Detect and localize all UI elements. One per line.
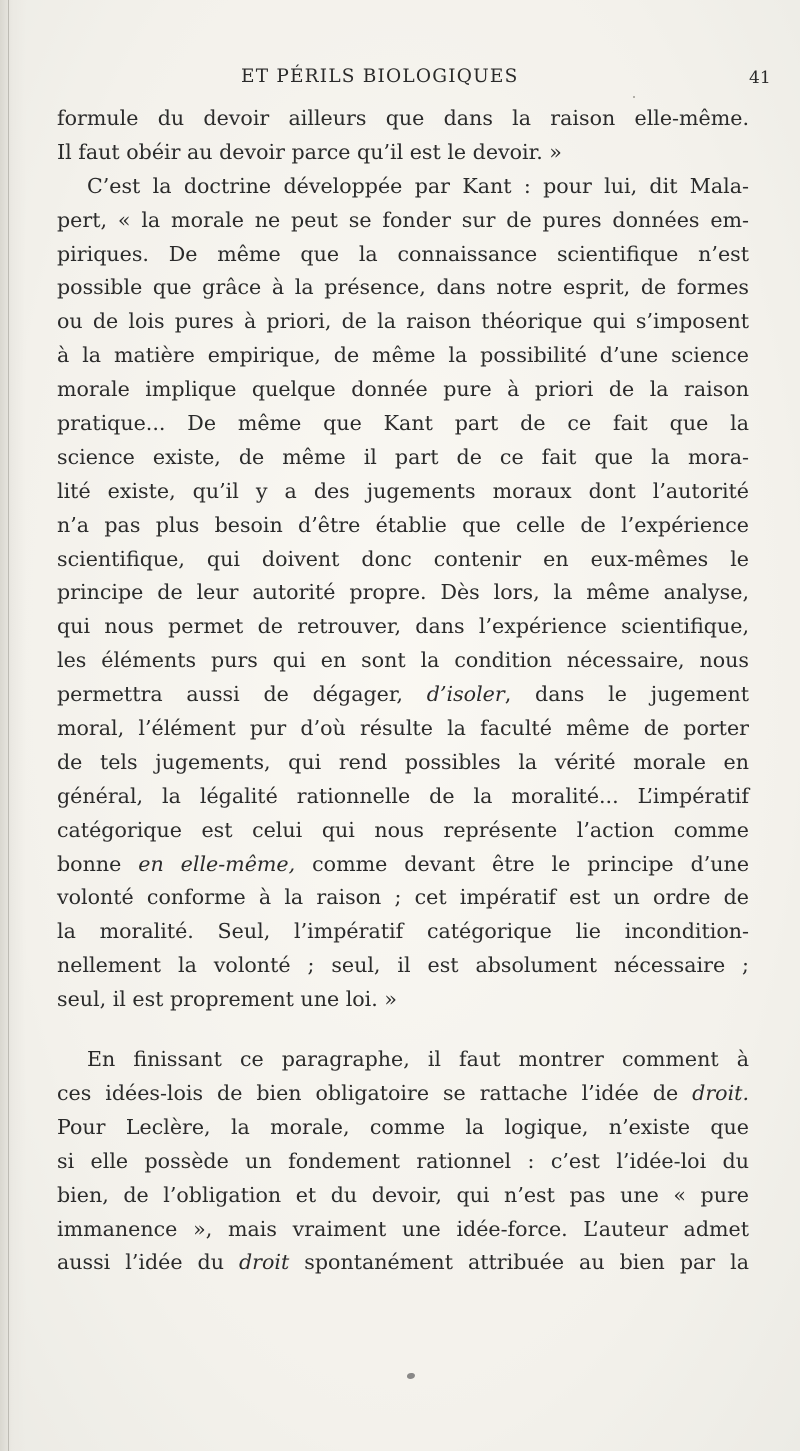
text-line: Il faut obéir au devoir parce qu’il est le devoir. »	[57, 139, 562, 164]
text-line: ou de lois pures à priori, de la raison théorique qui s’imposent	[57, 309, 749, 334]
text-line: moral, l’élément pur d’où résulte la faculté même de porter	[57, 716, 749, 741]
text-line: n’a pas plus besoin d’être établie que celle de l’expérience	[57, 512, 749, 537]
text-line: de tels jugements, qui rend possibles la vérité morale en	[57, 749, 749, 774]
text-segment: , dans le jugement	[504, 682, 749, 707]
running-title: ET PÉRILS BIOLOGIQUES	[241, 66, 519, 87]
text-line: C’est la doctrine développée par Kant : pour lui, dit Mala-	[87, 173, 749, 198]
text-line: pratique... De même que Kant part de ce fait que la	[57, 411, 749, 436]
italic-text: d’isoler	[426, 682, 505, 707]
text-line: formule du devoir ailleurs que dans la raison elle-même.	[57, 106, 749, 130]
text-line: si elle possède un fondement rationnel : c’est l’idée-loi du	[57, 1148, 749, 1173]
text-line: bien, de l’obligation et du devoir, qui n’est pas une « pure	[57, 1182, 749, 1207]
paragraph-gap	[57, 1017, 749, 1043]
text-line	[57, 1077, 749, 1111]
italic-text: en elle-même,	[138, 851, 296, 876]
text-line: volonté conforme à la raison ; cet impératif est un ordre de	[57, 885, 749, 910]
body-text	[57, 102, 749, 1280]
text-line: science existe, de même il part de ce fait que la mora-	[57, 444, 749, 469]
text-line: principe de leur autorité propre. Dès lors, la même analyse,	[57, 580, 749, 605]
text-line: pert, « la morale ne peut se fonder sur de pures données em-	[57, 207, 749, 232]
italic-text: droit.	[692, 1080, 749, 1105]
text-line: à la matière empirique, de même la possibilité d’une science	[57, 343, 749, 368]
text-segment: spontanément attribuée au bien par la	[289, 1250, 749, 1275]
text-line: Pour Leclère, la morale, comme la logique, n’existe que	[57, 1114, 749, 1139]
text-line	[57, 1246, 749, 1280]
text-line: lité existe, qu’il y a des jugements moraux dont l’autorité	[57, 478, 749, 503]
italic-text: droit	[239, 1250, 290, 1275]
text-line: scientifique, qui doivent donc contenir en eux-mêmes le	[57, 546, 749, 571]
ink-speck	[633, 96, 635, 98]
text-line	[57, 848, 749, 882]
text-segment: bonne	[57, 851, 139, 876]
page-edge-line	[8, 0, 9, 1451]
text-segment: aussi l’idée du	[57, 1250, 239, 1275]
text-line: général, la légalité rationnelle de la moralité... L’impératif	[57, 783, 749, 808]
text-line: En finissant ce paragraphe, il faut montrer comment à	[87, 1047, 749, 1072]
page-number: 41	[749, 68, 771, 88]
ink-blot	[407, 1373, 415, 1379]
text-segment: comme devant être le principe d’une	[295, 851, 750, 876]
text-line: seul, il est proprement une loi. »	[57, 987, 397, 1012]
text-line: qui nous permet de retrouver, dans l’expérience scientifique,	[57, 614, 749, 639]
text-line: la moralité. Seul, l’impératif catégorique lie incondition-	[57, 919, 749, 944]
text-segment: permettra aussi de dégager,	[57, 682, 427, 707]
text-line	[57, 678, 749, 712]
text-line: catégorique est celui qui nous représente l’action comme	[57, 817, 749, 842]
text-line: possible que grâce à la présence, dans notre esprit, de formes	[57, 275, 749, 300]
page-gutter-shadow	[0, 0, 26, 1451]
text-line: les éléments purs qui en sont la condition nécessaire, nous	[57, 648, 749, 673]
text-line: piriques. De même que la connaissance scientifique n’est	[57, 241, 749, 266]
text-line: immanence », mais vraiment une idée-force. L’auteur admet	[57, 1216, 749, 1241]
text-segment: ces idées-lois de bien obligatoire se rattache l’idée de	[57, 1080, 693, 1105]
text-line: morale implique quelque donnée pure à priori de la raison	[57, 377, 749, 402]
text-line: nellement la volonté ; seul, il est absolument nécessaire ;	[57, 953, 749, 978]
